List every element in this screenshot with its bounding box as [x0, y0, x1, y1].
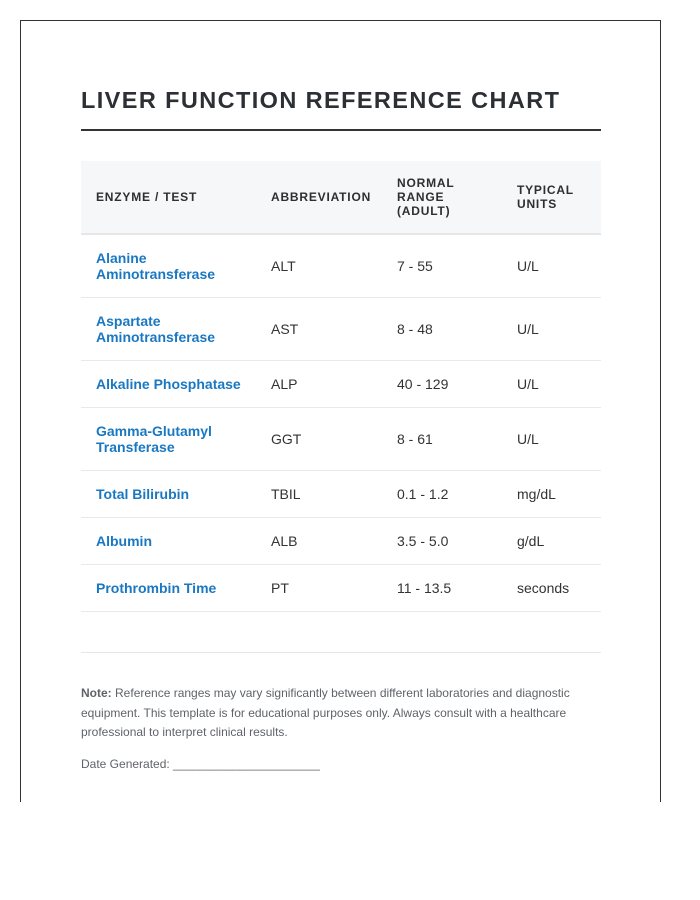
test-name-cell: Albumin — [81, 518, 256, 565]
units-cell: seconds — [502, 565, 601, 612]
column-header-range: NORMAL RANGE (ADULT) — [382, 161, 502, 234]
table-row — [81, 518, 601, 565]
table-row — [81, 408, 601, 471]
range-cell: 8 - 48 — [382, 298, 502, 361]
units-cell: mg/dL — [502, 471, 601, 518]
abbreviation-cell: TBIL — [256, 471, 382, 518]
table-row — [81, 361, 601, 408]
footer-divider — [81, 652, 601, 653]
column-header-abbreviation: ABBREVIATION — [256, 161, 382, 234]
date-generated-field: Date Generated: ______________________ — [81, 757, 320, 771]
abbreviation-cell: AST — [256, 298, 382, 361]
disclaimer-note — [81, 684, 601, 743]
range-cell: 8 - 61 — [382, 408, 502, 471]
table-row — [81, 565, 601, 612]
document-page — [20, 20, 661, 802]
range-cell: 7 - 55 — [382, 234, 502, 298]
abbreviation-cell: ALB — [256, 518, 382, 565]
range-cell: 3.5 - 5.0 — [382, 518, 502, 565]
table-row — [81, 234, 601, 298]
test-name-cell: Aspartate Aminotransferase — [81, 298, 256, 361]
units-cell: U/L — [502, 361, 601, 408]
abbreviation-cell: ALP — [256, 361, 382, 408]
abbreviation-cell: PT — [256, 565, 382, 612]
table-header-row — [81, 161, 601, 234]
table-header — [81, 161, 601, 234]
table-row — [81, 298, 601, 361]
range-cell: 11 - 13.5 — [382, 565, 502, 612]
note-label: Note: — [81, 686, 112, 700]
range-cell: 0.1 - 1.2 — [382, 471, 502, 518]
abbreviation-cell: ALT — [256, 234, 382, 298]
units-cell: U/L — [502, 234, 601, 298]
units-cell: U/L — [502, 298, 601, 361]
abbreviation-cell: GGT — [256, 408, 382, 471]
page-title: LIVER FUNCTION REFERENCE CHART — [81, 87, 561, 113]
reference-table — [81, 161, 601, 612]
units-cell: U/L — [502, 408, 601, 471]
note-text: Reference ranges may vary significantly between different laboratories and diagnostic equipment. This template is for educational purposes only. Always consult with a healthcare professional to interpret clinical results. — [81, 686, 570, 739]
test-name-cell: Prothrombin Time — [81, 565, 256, 612]
column-header-units: TYPICAL UNITS — [502, 161, 601, 234]
range-cell: 40 - 129 — [382, 361, 502, 408]
test-name-cell: Alanine Aminotransferase — [81, 234, 256, 298]
title-divider — [81, 129, 601, 131]
test-name-cell: Total Bilirubin — [81, 471, 256, 518]
units-cell: g/dL — [502, 518, 601, 565]
table-row — [81, 471, 601, 518]
table-body — [81, 234, 601, 612]
test-name-cell: Gamma-Glutamyl Transferase — [81, 408, 256, 471]
test-name-cell: Alkaline Phosphatase — [81, 361, 256, 408]
column-header-name: ENZYME / TEST — [81, 161, 256, 234]
